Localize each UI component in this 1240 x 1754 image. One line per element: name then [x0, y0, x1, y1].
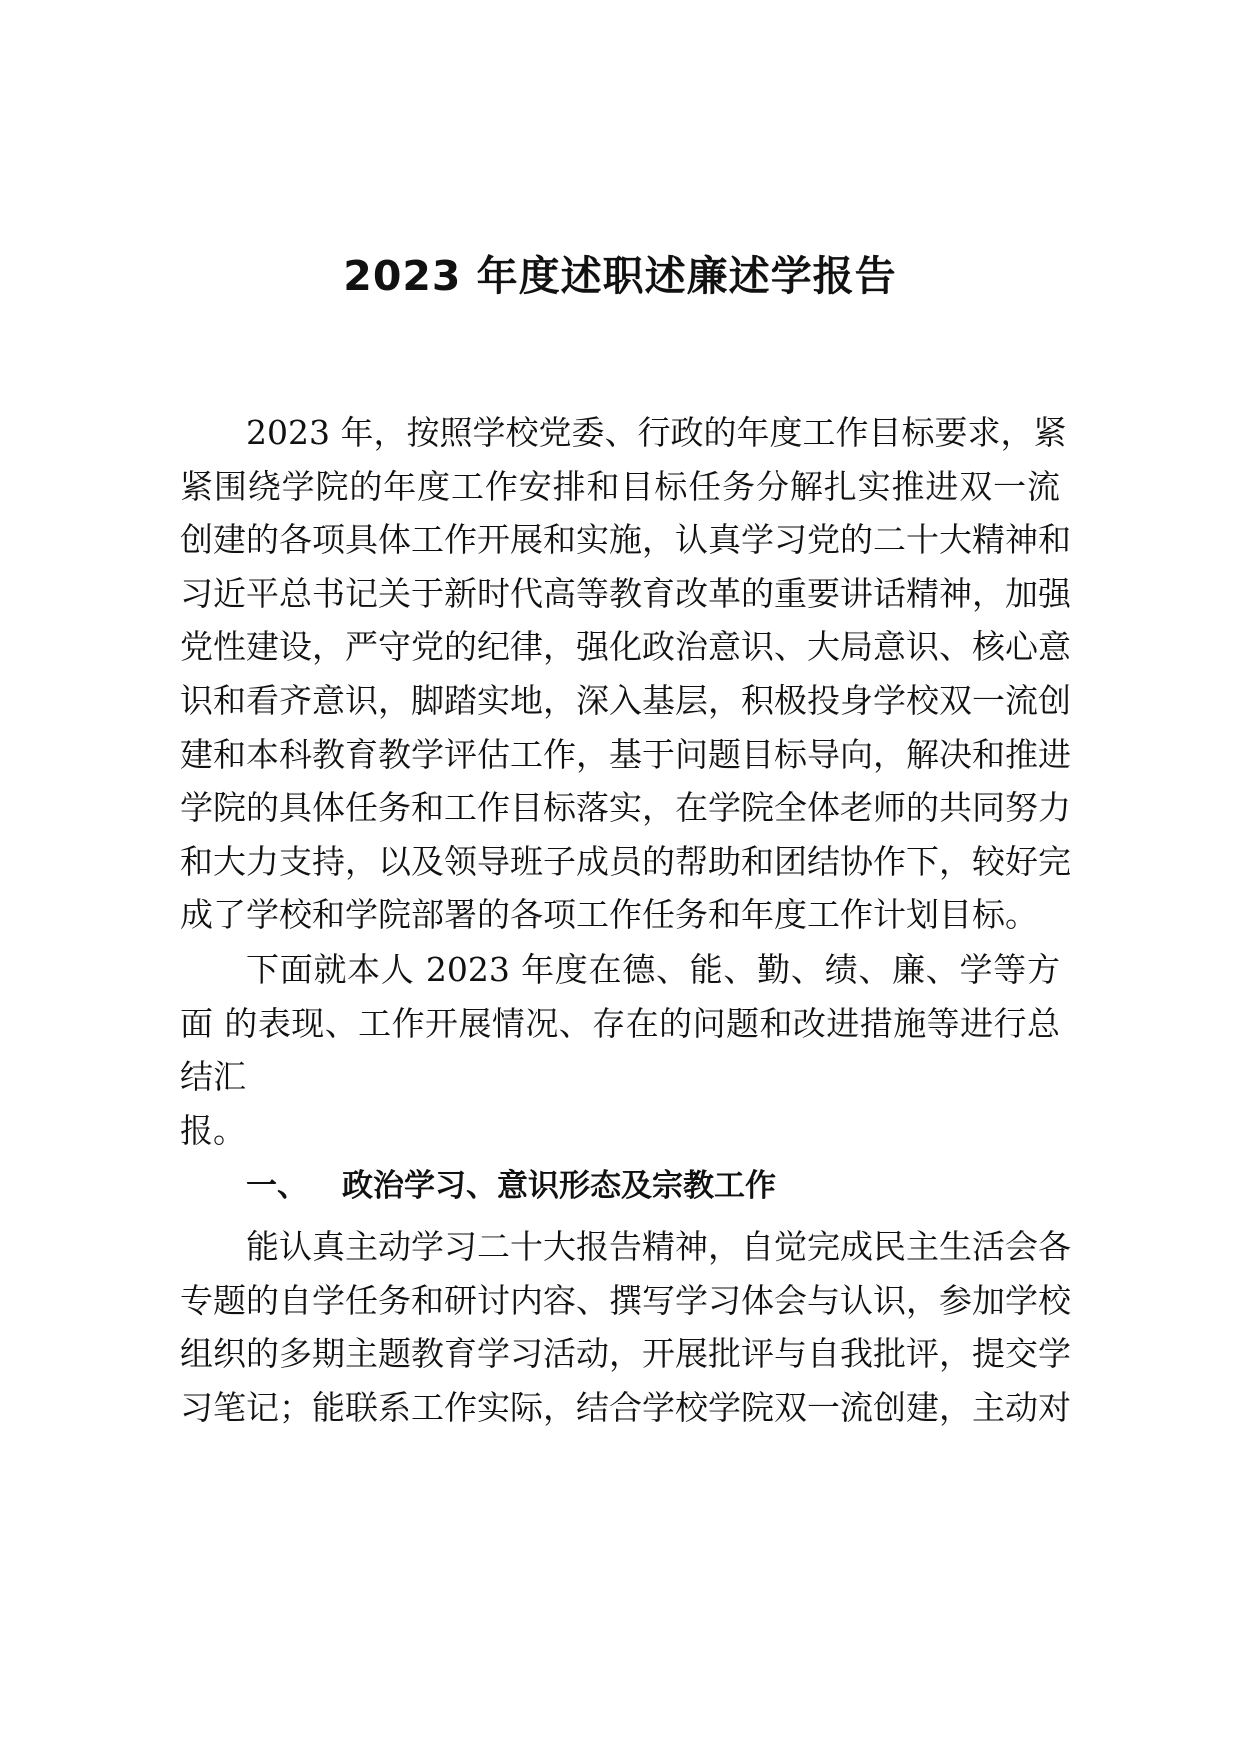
paragraph-summary — [180, 943, 1060, 1157]
text-line: 创建的各项具体工作开展和实施，认真学习党的二十大精神和 — [180, 520, 1071, 560]
text-line: 学院的具体任务和工作目标落实，在学院全体老师的共同努力 — [180, 788, 1071, 828]
text-line: 和大力支持，以及领导班子成员的帮助和团结协作下，较好完 — [180, 841, 1071, 881]
text-line: 专题的自学任务和研讨内容、撰写学习体会与认识，参加学校 — [180, 1280, 1071, 1320]
text-line: 紧围绕学院的年度工作安排和目标任务分解扎实推进双一流 — [180, 466, 1060, 506]
section-title: 政治学习、意识形态及宗教工作 — [342, 1168, 776, 1204]
text-line: 面 的表现、工作开展情况、存在的问题和改进措施等进行总 — [180, 1003, 1060, 1043]
text-line: 报。 — [180, 1110, 246, 1150]
paragraph-intro — [180, 406, 1071, 942]
section-number: 一、 — [246, 1168, 308, 1204]
text-line: 下面就本人 2023 年度在德、能、勤、绩、廉、学等方 — [246, 950, 1060, 989]
text-line: 成了学校和学院部署的各项工作任务和年度工作计划目标。 — [180, 895, 1038, 935]
text-line: 能认真主动学习二十大报告精神，自觉完成民主生活会各 — [246, 1227, 1071, 1266]
text-line: 结汇 — [180, 1057, 246, 1097]
paragraph-political-study — [180, 1220, 1071, 1434]
document-title: 2023 年度述职述廉述学报告 — [343, 252, 897, 300]
text-line: 党性建设，严守党的纪律，强化政治意识、大局意识、核心意 — [180, 627, 1071, 667]
text-line: 习近平总书记关于新时代高等教育改革的重要讲话精神，加强 — [180, 573, 1071, 613]
text-line: 识和看齐意识，脚踏实地，深入基层，积极投身学校双一流创 — [180, 680, 1071, 720]
section-heading — [246, 1165, 776, 1207]
text-line: 建和本科教育教学评估工作，基于问题目标导向，解决和推进 — [180, 734, 1071, 774]
text-line: 2023 年，按照学校党委、行政的年度工作目标要求，紧 — [246, 413, 1067, 452]
text-line: 组织的多期主题教育学习活动，开展批评与自我批评，提交学 — [180, 1334, 1071, 1374]
text-line: 习笔记；能联系工作实际，结合学校学院双一流创建，主动对 — [180, 1387, 1071, 1427]
